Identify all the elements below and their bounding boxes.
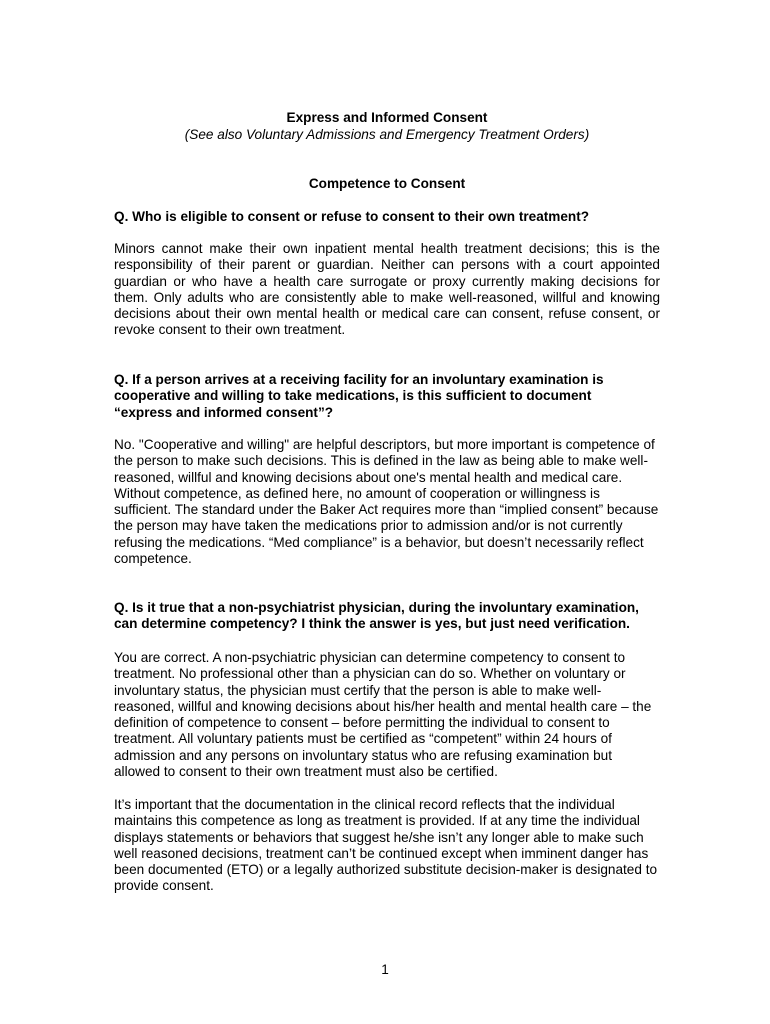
question-3: Q. Is it true that a non-psychiatrist physician, during the involuntary examination, can determine competency? I think the answer is yes, but just need verification. bbox=[114, 600, 639, 632]
section-heading: Competence to Consent bbox=[308, 176, 466, 191]
question-2: Q. If a person arrives at a receiving facility for an involuntary examination is cooperative and willing to take medications, is this sufficient to document “express and informed consent”? bbox=[114, 372, 604, 420]
answer-3: You are correct. A non-psychiatric physician can determine competency to consent to treatment. No professional other than a physician can do so. Whether on voluntary or involuntary status, the physician must certify that the person is able to make well-reasoned, willful and knowing decisions about his/her health and mental health care – the definition of competence to consent – before permitting the individual to consent to treatment. All voluntary patients must be certified as “competent” within 24 hours of admission and any persons on involuntary status who are refusing examination but allowed to consent to their own treatment must also be certified. bbox=[114, 650, 652, 780]
question-1: Q. Who is eligible to consent or refuse to consent to their own treatment? bbox=[114, 209, 590, 224]
answer-2: No. "Cooperative and willing" are helpful descriptors, but more important is competence of the person to make such decisions. This is defined in the law as being able to make well-reasoned, willful and knowing decisions about one's mental health and medical care. Without competence, as defined here, no amount of cooperation or willingness is sufficient. The standard under the Baker Act requires more than “implied consent” because the person may have taken the medications prior to admission and/or is not currently refusing the medications. “Med compliance” is a behavior, but doesn’t necessarily reflect competence. bbox=[114, 437, 659, 567]
page-number: 1 bbox=[381, 962, 389, 977]
answer-1: Minors cannot make their own inpatient mental health treatment decisions; this is the responsibility of their parent or guardian. Neither can persons with a court appointed guardian or who have a health care surrogate or proxy currently making decisions for them. Only adults who are consistently able to make well-reasoned, willful and knowing decisions about their own mental health or medical care can consent, refuse consent, or revoke consent to their own treatment. bbox=[114, 241, 660, 338]
page-subtitle: (See also Voluntary Admissions and Emergency Treatment Orders) bbox=[184, 127, 590, 142]
answer-3-continued: It’s important that the documentation in the clinical record reflects that the individual maintains this competence as long as treatment is provided. If at any time the individual displays statements or behaviors that suggest he/she isn’t any longer able to make such well reasoned decisions, treatment can’t be continued except when imminent danger has been documented (ETO) or a legally authorized substitute decision-maker is designated to provide consent. bbox=[114, 797, 658, 894]
page-title: Express and Informed Consent bbox=[286, 110, 488, 125]
